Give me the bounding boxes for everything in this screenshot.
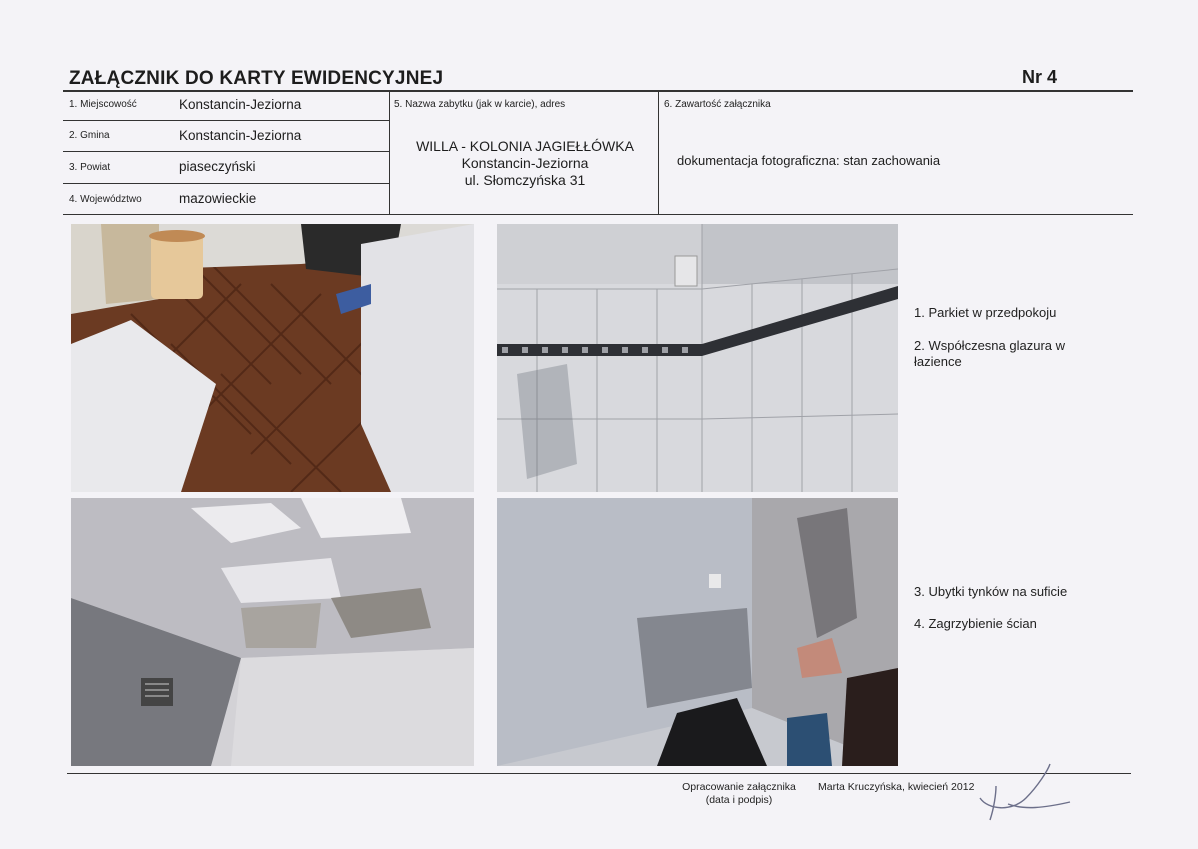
field-label-gmina: 2. Gmina: [69, 130, 110, 141]
monument-city: Konstancin-Jeziorna: [461, 155, 589, 171]
footer-line: [67, 773, 1131, 774]
caption-2: 2. Współczesna glazura w łazience: [914, 338, 1066, 369]
field-value-gmina: Konstancin-Jeziorna: [179, 128, 302, 143]
footer-prepared-block: [672, 781, 806, 807]
footer-prepared-label: Opracowanie załącznika: [682, 781, 796, 793]
field-label-powiat: 3. Powiat: [69, 162, 111, 173]
monument-name-label: 5. Nazwa zabytku (jak w karcie), adres: [394, 99, 566, 110]
contents-value: dokumentacja fotograficzna: stan zachowania: [677, 153, 941, 168]
field-label-miejscowosc: 1. Miejscowość: [69, 99, 137, 110]
row-divider-3: [63, 183, 389, 184]
footer-date-signature-label: (data i podpis): [705, 794, 773, 806]
monument-name: WILLA - KOLONIA JAGIEŁŁÓWKA: [416, 138, 634, 154]
field-label-wojewodztwo: 4. Województwo: [69, 194, 142, 205]
monument-name-block: [390, 138, 660, 189]
field-value-powiat: piaseczyński: [179, 159, 256, 174]
field-value-miejscowosc: Konstancin-Jeziorna: [179, 97, 302, 112]
header-top-line: [63, 90, 1133, 92]
photo-ceiling-plaster-loss: [71, 498, 474, 766]
row-divider-1: [63, 120, 389, 121]
document-title: ZAŁĄCZNIK DO KARTY EWIDENCYJNEJ: [69, 68, 444, 89]
contents-label: 6. Zawartość załącznika: [664, 99, 771, 110]
handwritten-signature: [978, 758, 1078, 828]
photo-mold-walls: [497, 498, 898, 766]
caption-4: 4. Zagrzybienie ścian: [914, 616, 1037, 631]
photo-parquet-hallway: [71, 224, 474, 492]
caption-3: 3. Ubytki tynków na suficie: [914, 584, 1068, 599]
row-divider-2: [63, 151, 389, 152]
photo-bathroom-tiles: [497, 224, 898, 492]
caption-1: 1. Parkiet w przedpokoju: [914, 305, 1057, 320]
attachment-number: Nr 4: [1022, 67, 1058, 87]
field-value-wojewodztwo: mazowieckie: [179, 191, 257, 206]
monument-street: ul. Słomczyńska 31: [464, 172, 586, 188]
footer-author: Marta Kruczyńska, kwiecień 2012: [818, 781, 975, 793]
header-bottom-line: [63, 214, 1133, 215]
